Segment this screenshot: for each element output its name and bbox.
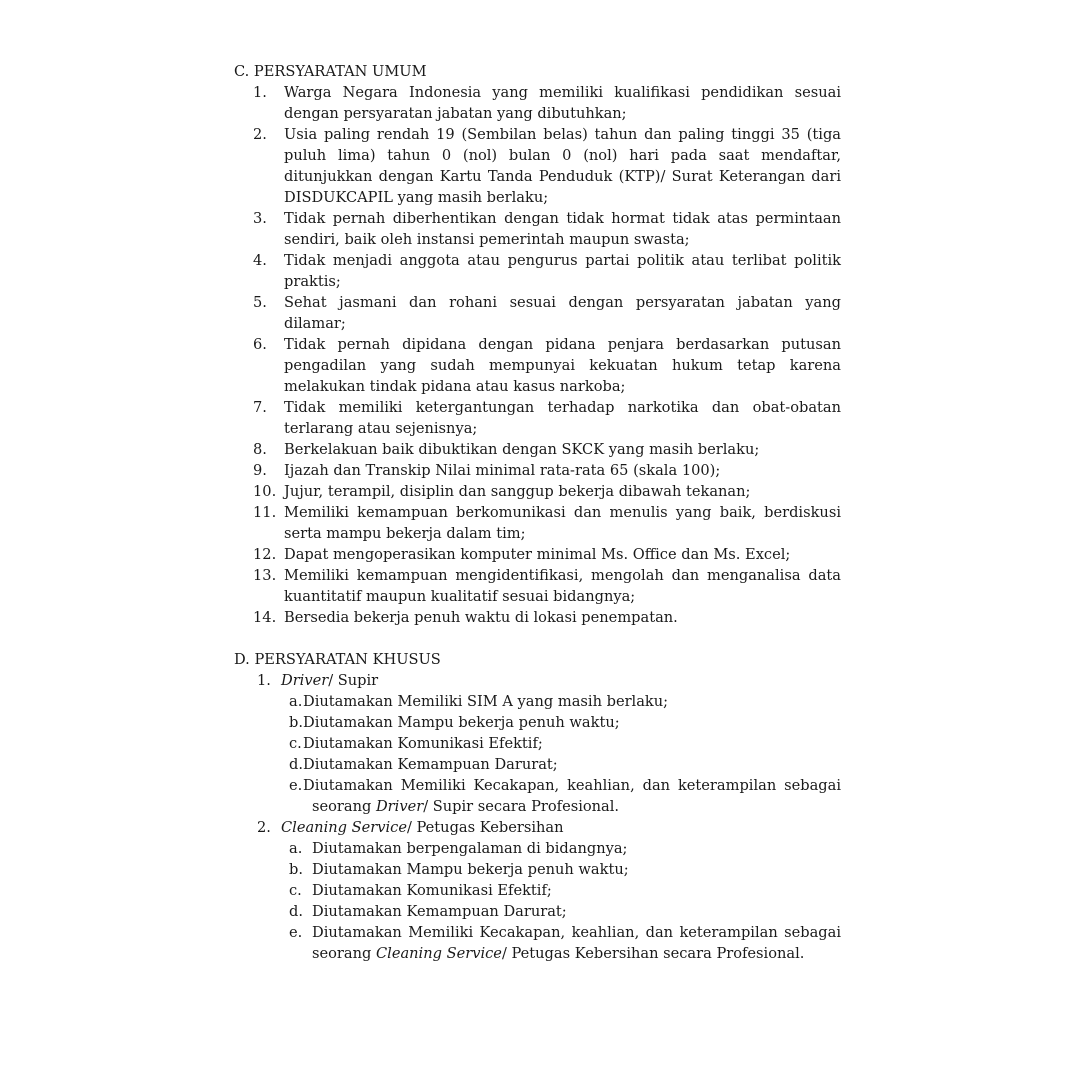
- list-item: [234, 607, 841, 628]
- section-d-heading: D. PERSYARATAN KHUSUS: [234, 651, 441, 668]
- list-item: [234, 502, 841, 544]
- item-number: 14.: [253, 609, 277, 626]
- list-item: [234, 292, 841, 334]
- section-c-heading: C. PERSYARATAN UMUM: [234, 63, 427, 80]
- list-item: [234, 208, 841, 250]
- document-page: [234, 61, 841, 964]
- item-text: Diutamakan Kemampuan Darurat;: [312, 903, 567, 920]
- item-letter: e.: [289, 777, 303, 794]
- list-item: [234, 250, 841, 292]
- item-number: 1.: [253, 84, 267, 101]
- general-requirements-list: [234, 82, 841, 628]
- item-text-italic: Cleaning Service: [375, 945, 502, 962]
- job-cleaning-service: [234, 817, 841, 964]
- job-title-italic: Driver: [281, 672, 329, 689]
- item-text: Tidak pernah diberhentikan dengan tidak hormat tidak atas permintaan sendiri, baik oleh instansi pemerintah maupun swasta;: [284, 210, 841, 248]
- item-letter: b.: [289, 714, 303, 731]
- list-item: [234, 544, 841, 565]
- item-text: Diutamakan Kemampuan Darurat;: [303, 756, 558, 773]
- item-letter: b.: [289, 861, 303, 878]
- item-text: [312, 924, 841, 962]
- item-number: 13.: [253, 567, 277, 584]
- item-text-italic: Driver: [375, 798, 424, 815]
- item-text: Tidak menjadi anggota atau pengurus partai politik atau terlibat politik praktis;: [284, 252, 841, 290]
- job-driver: [234, 670, 841, 817]
- item-number: 3.: [253, 210, 267, 227]
- list-item: [234, 838, 841, 859]
- list-item: [234, 775, 841, 817]
- item-letter: d.: [289, 756, 303, 773]
- item-text-part: / Supir secara Profesional.: [423, 798, 620, 815]
- item-number: 7.: [253, 399, 267, 416]
- item-text: Jujur, terampil, disiplin dan sanggup bekerja dibawah tekanan;: [284, 483, 751, 500]
- item-number: 4.: [253, 252, 267, 269]
- item-text: Diutamakan Komunikasi Efektif;: [303, 735, 543, 752]
- list-item: [234, 124, 841, 208]
- item-letter: e.: [289, 924, 303, 941]
- item-letter: a.: [289, 840, 303, 857]
- item-text: Bersedia bekerja penuh waktu di lokasi penempatan.: [284, 609, 678, 626]
- list-item: [234, 922, 841, 964]
- item-text: Memiliki kemampuan berkomunikasi dan menulis yang baik, berdiskusi serta mampu bekerja dalam tim;: [284, 504, 841, 542]
- item-letter: a.: [289, 693, 303, 710]
- item-number: 10.: [253, 483, 277, 500]
- list-item: [234, 439, 841, 460]
- item-letter: d.: [289, 903, 303, 920]
- list-item: [234, 460, 841, 481]
- item-text-part: / Petugas Kebersihan secara Profesional.: [501, 945, 805, 962]
- item-text: Diutamakan Mampu bekerja penuh waktu;: [303, 714, 620, 731]
- job-title: [234, 670, 841, 691]
- item-text-part: Diutamakan Memiliki Kecakapan, keahlian, dan keterampilan sebagai seorang: [312, 924, 841, 962]
- list-item: [234, 82, 841, 124]
- item-text: Sehat jasmani dan rohani sesuai dengan persyaratan jabatan yang dilamar;: [284, 294, 841, 332]
- item-text: Tidak pernah dipidana dengan pidana penjara berdasarkan putusan pengadilan yang sudah mempunyai kekuatan hukum tetap karena melakukan tindak pidana atau kasus narkoba;: [284, 336, 841, 395]
- list-item: [234, 334, 841, 397]
- item-letter: c.: [289, 735, 302, 752]
- item-text: [303, 775, 841, 817]
- item-number: 8.: [253, 441, 267, 458]
- section-spacer: [234, 628, 841, 649]
- list-item: [234, 481, 841, 502]
- job-number: 2.: [257, 819, 271, 836]
- list-item: [234, 691, 841, 712]
- item-text: Diutamakan Mampu bekerja penuh waktu;: [312, 861, 629, 878]
- item-number: 11.: [253, 504, 277, 521]
- list-item: [234, 754, 841, 775]
- item-text: Diutamakan berpengalaman di bidangnya;: [312, 840, 628, 857]
- item-text: Diutamakan Komunikasi Efektif;: [312, 882, 552, 899]
- item-text-part: Diutamakan Memiliki Kecakapan, keahlian, dan keterampilan sebagai seorang: [303, 777, 841, 815]
- list-item: [234, 565, 841, 607]
- item-text: Ijazah dan Transkip Nilai minimal rata-rata 65 (skala 100);: [284, 462, 721, 479]
- list-item: [234, 901, 841, 922]
- item-number: 6.: [253, 336, 267, 353]
- item-number: 9.: [253, 462, 267, 479]
- list-item: [234, 733, 841, 754]
- item-text: Warga Negara Indonesia yang memiliki kualifikasi pendidikan sesuai dengan persyaratan jabatan yang dibutuhkan;: [284, 84, 841, 122]
- item-letter: c.: [289, 882, 302, 899]
- list-item: [234, 880, 841, 901]
- job-number: 1.: [257, 672, 271, 689]
- item-number: 12.: [253, 546, 277, 563]
- job-title-rest: / Petugas Kebersihan: [406, 819, 564, 836]
- item-text: Diutamakan Memiliki SIM A yang masih berlaku;: [303, 693, 669, 710]
- item-text: Usia paling rendah 19 (Sembilan belas) tahun dan paling tinggi 35 (tiga puluh lima) tahun 0 (nol) bulan 0 (nol) hari pada saat mendaftar, ditunjukkan dengan Kartu Tanda Penduduk (KTP)/ Surat Keterangan dari DISDUKCAPIL yang masih berlaku;: [284, 126, 841, 206]
- item-text: Tidak memiliki ketergantungan terhadap narkotika dan obat-obatan terlarang atau sejenisnya;: [284, 399, 841, 437]
- item-text: Berkelakuan baik dibuktikan dengan SKCK yang masih berlaku;: [284, 441, 760, 458]
- job-title-rest: / Supir: [328, 672, 379, 689]
- item-text: Memiliki kemampuan mengidentifikasi, mengolah dan menganalisa data kuantitatif maupun kualitatif sesuai bidangnya;: [284, 567, 841, 605]
- list-item: [234, 397, 841, 439]
- job-title-italic: Cleaning Service: [281, 819, 407, 836]
- job-title: [234, 817, 841, 838]
- list-item: [234, 712, 841, 733]
- item-text: Dapat mengoperasikan komputer minimal Ms. Office dan Ms. Excel;: [284, 546, 791, 563]
- item-number: 5.: [253, 294, 267, 311]
- list-item: [234, 859, 841, 880]
- item-number: 2.: [253, 126, 267, 143]
